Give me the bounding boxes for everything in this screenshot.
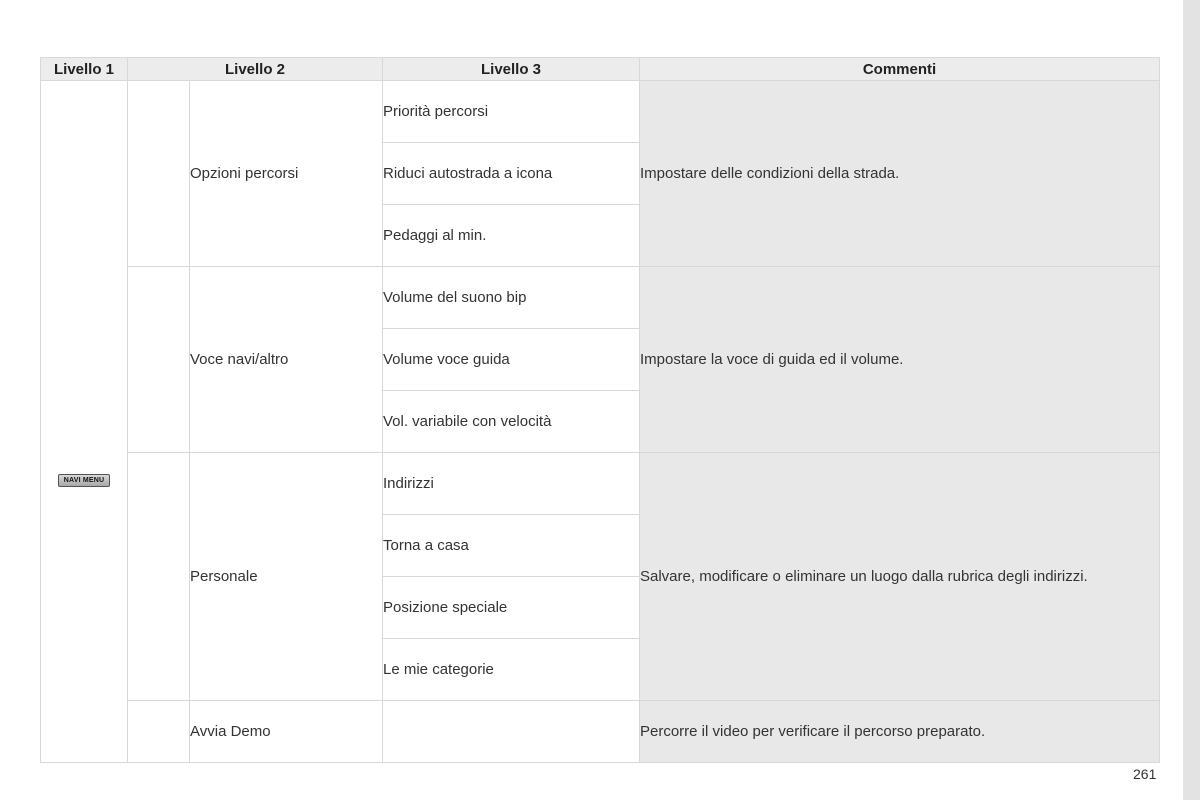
comment-cell: Salvare, modificare o eliminare un luogo dalla rubrica degli indirizzi.	[640, 453, 1160, 701]
blank-cell	[128, 267, 190, 453]
level3-item: Volume del suono bip	[383, 267, 640, 329]
level3-item: Indirizzi	[383, 453, 640, 515]
level2-item: Personale	[190, 453, 383, 701]
page-edge-strip	[1183, 0, 1200, 800]
header-level1: Livello 1	[41, 58, 128, 81]
level3-item: Vol. variabile con velocità	[383, 391, 640, 453]
table-row	[41, 701, 1160, 763]
level3-item: Posizione speciale	[383, 577, 640, 639]
table-row	[41, 453, 1160, 515]
navi-menu-table	[40, 57, 1160, 763]
table-row	[41, 267, 1160, 329]
level3-item: Volume voce guida	[383, 329, 640, 391]
navi-menu-button[interactable]: NAVI MENU	[58, 474, 111, 487]
level2-item: Voce navi/altro	[190, 267, 383, 453]
level3-item	[383, 701, 640, 763]
level2-item: Opzioni percorsi	[190, 81, 383, 267]
level3-item: Le mie categorie	[383, 639, 640, 701]
header-comments: Commenti	[640, 58, 1160, 81]
level2-item: Avvia Demo	[190, 701, 383, 763]
comment-cell: Percorre il video per verificare il percorso preparato.	[640, 701, 1160, 763]
blank-cell	[128, 453, 190, 701]
level3-item: Priorità percorsi	[383, 81, 640, 143]
level3-item: Riduci autostrada a icona	[383, 143, 640, 205]
header-level3: Livello 3	[383, 58, 640, 81]
level1-cell	[41, 81, 128, 763]
header-level2: Livello 2	[128, 58, 383, 81]
blank-cell	[128, 701, 190, 763]
level3-item: Pedaggi al min.	[383, 205, 640, 267]
comment-cell: Impostare delle condizioni della strada.	[640, 81, 1160, 267]
table-row	[41, 81, 1160, 143]
comment-cell: Impostare la voce di guida ed il volume.	[640, 267, 1160, 453]
blank-cell	[128, 81, 190, 267]
level3-item: Torna a casa	[383, 515, 640, 577]
table-header-row	[41, 58, 1160, 81]
page-number: 261	[1133, 766, 1157, 782]
